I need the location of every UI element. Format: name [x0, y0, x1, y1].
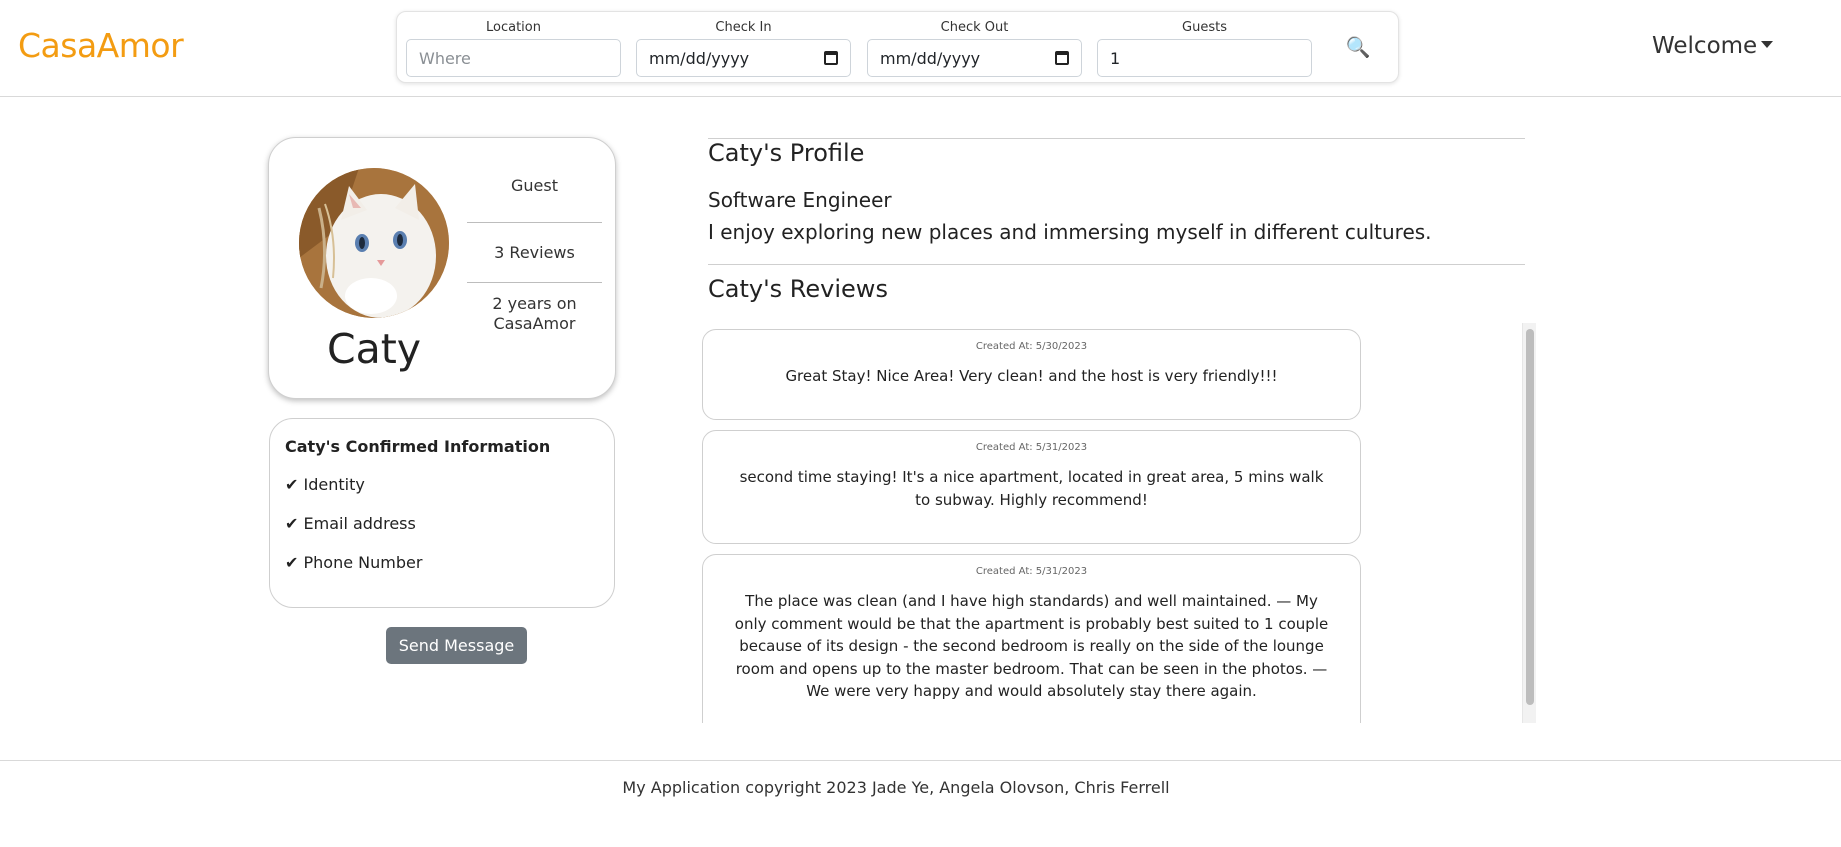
guests-input[interactable]: 1: [1097, 39, 1312, 77]
reviews-section-title: Caty's Reviews: [708, 275, 888, 303]
review-text: Great Stay! Nice Area! Very clean! and the host is very friendly!!!: [785, 367, 1278, 385]
navbar: [0, 0, 1841, 97]
search-bar: [396, 11, 1399, 83]
profile-stats: [467, 168, 602, 342]
calendar-icon[interactable]: [824, 51, 838, 65]
review-date: Created At: 5/30/2023: [975, 341, 1088, 352]
location-field: [406, 20, 621, 77]
review-date: Created At: 5/31/2023: [975, 442, 1088, 453]
profile-name: Caty: [326, 325, 422, 373]
checkout-value: mm/dd/yyyy: [880, 48, 981, 68]
location-input[interactable]: Where: [406, 39, 621, 77]
scrollbar-thumb[interactable]: [1526, 329, 1534, 705]
review-card: [702, 430, 1361, 544]
profile-card: [268, 137, 616, 399]
checkin-input[interactable]: [636, 39, 851, 77]
avatar: [299, 168, 449, 318]
reviews-count-stat: 3 Reviews: [467, 222, 602, 282]
location-label: Location: [486, 20, 541, 35]
calendar-icon[interactable]: [1055, 51, 1069, 65]
divider: [708, 264, 1525, 265]
send-message-button[interactable]: Send Message: [386, 627, 527, 664]
confirmed-phone: ✔ Phone Number: [285, 553, 423, 572]
role-stat: Guest: [511, 176, 558, 195]
confirmed-info-title: Caty's Confirmed Information: [285, 437, 551, 456]
checkin-field: [636, 20, 851, 77]
profile-section-title: Caty's Profile: [708, 139, 865, 167]
checkout-label: Check Out: [940, 20, 1009, 35]
welcome-dropdown[interactable]: [1652, 33, 1773, 59]
review-card: [702, 329, 1361, 420]
guests-label: Guests: [1182, 20, 1227, 35]
review-card: [702, 554, 1361, 723]
brand-logo[interactable]: CasaAmor: [18, 26, 184, 65]
review-text: second time staying! It's a nice apartment, located in great area, 5 mins walk to subway. Highly recommend!: [739, 468, 1324, 509]
welcome-label: Welcome: [1652, 33, 1758, 59]
checkin-value: mm/dd/yyyy: [649, 48, 750, 68]
confirmed-identity: ✔ Identity: [285, 475, 365, 494]
reviews-list[interactable]: [700, 323, 1536, 723]
bio: I enjoy exploring new places and immersing myself in different cultures.: [708, 220, 1432, 244]
footer-copyright: My Application copyright 2023 Jade Ye, Angela Olovson, Chris Ferrell: [622, 778, 1170, 797]
guests-field: [1097, 20, 1312, 77]
checkout-field: [867, 20, 1082, 77]
cat-avatar-image: [299, 168, 449, 318]
review-date: Created At: 5/31/2023: [975, 566, 1088, 577]
tenure-stat: 2 years on CasaAmor: [467, 282, 602, 342]
search-button[interactable]: [1343, 32, 1373, 62]
magnifier-icon: 🔍: [1345, 35, 1371, 59]
checkout-input[interactable]: [867, 39, 1082, 77]
caret-down-icon: [1761, 41, 1773, 48]
confirmed-info-card: [269, 418, 615, 608]
checkin-label: Check In: [715, 20, 772, 35]
confirmed-email: ✔ Email address: [285, 514, 416, 533]
reviews-scrollbar[interactable]: [1522, 323, 1536, 723]
occupation: Software Engineer: [708, 188, 892, 212]
review-text: The place was clean (and I have high standards) and well maintained. — My only comment would be that the apartment is probably best suited to 1 couple because of its design - the second bedroom is really on the side of the lounge room and opens up to the master bedroom. That can be seen in the photos. — We were very happy and would absolutely stay there again.: [734, 592, 1329, 700]
footer-divider: [0, 760, 1841, 761]
